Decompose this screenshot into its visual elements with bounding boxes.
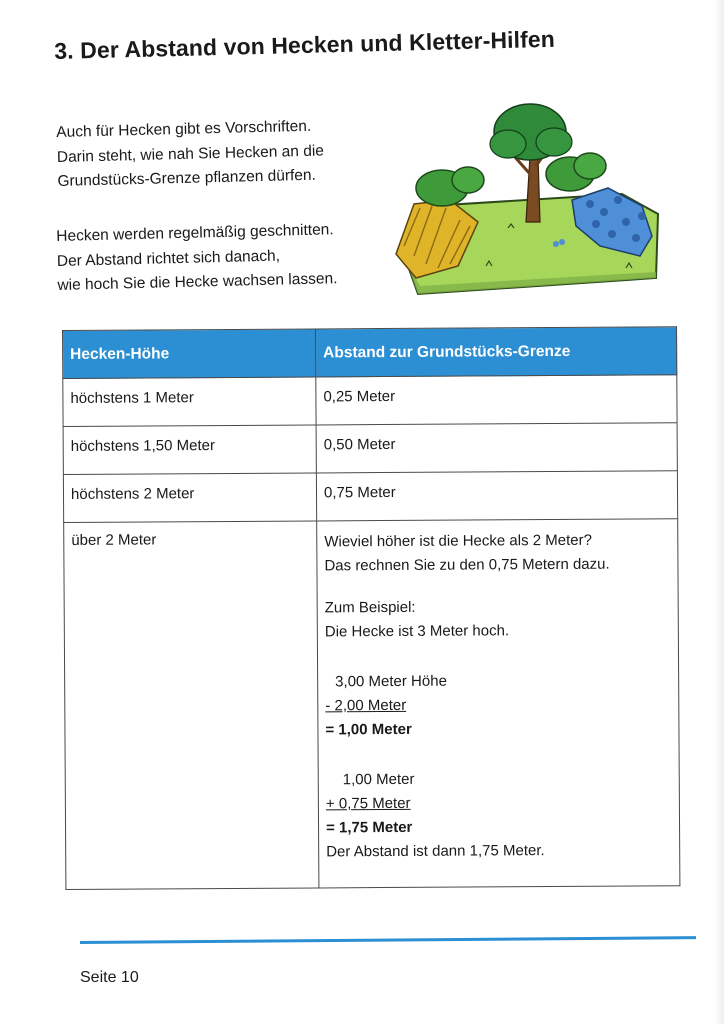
column-header-distance: Abstand zur Grundstücks-Grenze [315,327,676,377]
result-sentence: Der Abstand ist dann 1,75 Meter. [326,842,545,861]
example-line: Zum Beispiel: [324,598,416,617]
calc-result: = 1,00 Meter [325,720,412,739]
calc-line: - 2,00 Meter [325,696,407,715]
garden-hedges-tree-icon [390,96,670,301]
example-line: Die Hecke ist 3 Meter hoch. [324,622,510,641]
table-row [63,423,677,475]
table-row [64,519,680,890]
cell-height: höchstens 1,50 Meter [63,425,316,475]
calc-line: 3,00 Meter Höhe [335,672,447,691]
cell-distance: 0,75 Meter [316,471,677,521]
table-row [63,375,677,427]
calc-line: 1,00 Meter [342,770,415,789]
intro-line: Auch für Hecken gibt es Vorschriften. [56,117,312,141]
intro-line: Darin steht, wie nah Sie Hecken an die [56,141,325,166]
cell-height: über 2 Meter [64,521,319,890]
intro-line: wie hoch Sie die Hecke wachsen lassen. [57,270,338,294]
calc-line: + 0,75 Meter [325,794,411,813]
page-edge-shadow [714,0,724,1024]
table-header-row [63,327,677,379]
cell-height: höchstens 2 Meter [63,473,316,523]
hedge-distance-table [62,326,680,890]
page-number: Seite 10 [80,969,139,986]
intro-paragraph-1 [56,114,325,194]
intro-line: Hecken werden regelmäßig geschnitten. [56,221,334,245]
footer-divider [80,936,696,944]
cell-distance: 0,25 Meter [316,375,677,425]
page-title: 3. Der Abstand von Hecken und Kletter-Hilfen [54,25,556,64]
column-header-height: Hecken-Höhe [63,329,316,379]
table-row [63,471,677,523]
intro-paragraph-2 [56,218,338,298]
cell-height: höchstens 1 Meter [63,377,316,427]
intro-line: Grundstücks-Grenze pflanzen dürfen. [57,166,317,190]
explanation-line: Wieviel höher ist die Hecke als 2 Meter? [324,531,592,551]
explanation-line: Das rechnen Sie zu den 0,75 Metern dazu. [324,555,610,575]
intro-line: Der Abstand richtet sich danach, [56,247,281,270]
cell-distance: 0,50 Meter [316,423,677,473]
cell-calculation [317,519,680,888]
calc-result: = 1,75 Meter [325,818,413,837]
